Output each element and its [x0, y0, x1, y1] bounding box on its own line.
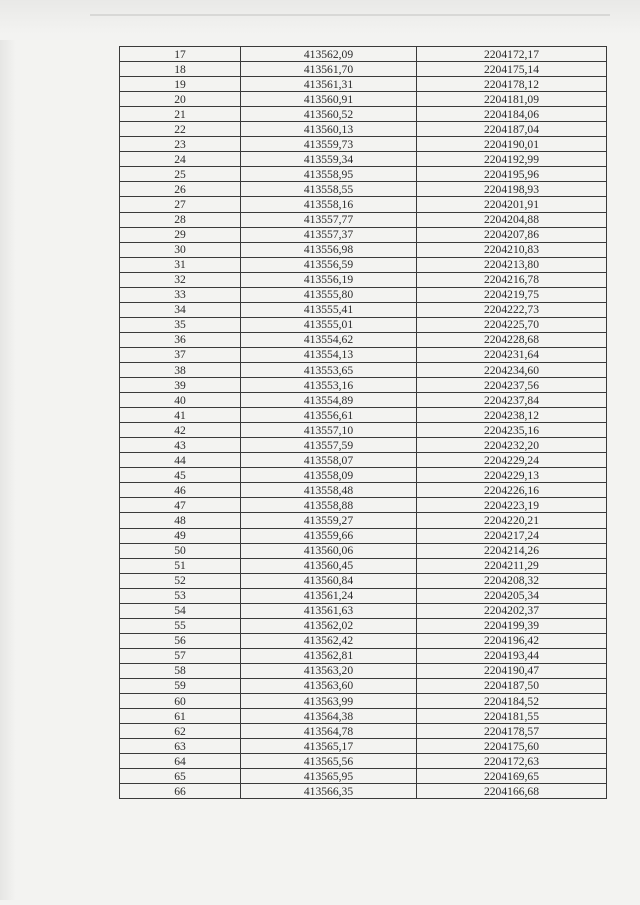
point-number-cell: 31	[120, 257, 241, 272]
point-number-cell: 48	[120, 513, 241, 528]
point-number-cell: 17	[120, 47, 241, 62]
x-coordinate-cell: 413560,13	[241, 122, 417, 137]
table-row	[120, 648, 607, 663]
x-coordinate-cell: 413561,24	[241, 588, 417, 603]
coordinates-table	[119, 46, 607, 799]
y-coordinate-cell: 2204219,75	[417, 287, 607, 302]
table-row	[120, 152, 607, 167]
table-row	[120, 362, 607, 377]
table-row	[120, 784, 607, 799]
point-number-cell: 42	[120, 423, 241, 438]
y-coordinate-cell: 2204204,88	[417, 212, 607, 227]
table-row	[120, 122, 607, 137]
x-coordinate-cell: 413560,84	[241, 573, 417, 588]
point-number-cell: 34	[120, 302, 241, 317]
table-row	[120, 197, 607, 212]
x-coordinate-cell: 413556,98	[241, 242, 417, 257]
x-coordinate-cell: 413559,66	[241, 528, 417, 543]
y-coordinate-cell: 2204202,37	[417, 603, 607, 618]
y-coordinate-cell: 2204178,12	[417, 77, 607, 92]
point-number-cell: 57	[120, 648, 241, 663]
x-coordinate-cell: 413553,65	[241, 362, 417, 377]
y-coordinate-cell: 2204234,60	[417, 362, 607, 377]
table-row	[120, 272, 607, 287]
point-number-cell: 44	[120, 453, 241, 468]
point-number-cell: 56	[120, 633, 241, 648]
y-coordinate-cell: 2204192,99	[417, 152, 607, 167]
table-row	[120, 694, 607, 709]
y-coordinate-cell: 2204201,91	[417, 197, 607, 212]
y-coordinate-cell: 2204181,09	[417, 92, 607, 107]
point-number-cell: 35	[120, 317, 241, 332]
table-row	[120, 468, 607, 483]
y-coordinate-cell: 2204238,12	[417, 408, 607, 423]
x-coordinate-cell: 413566,35	[241, 784, 417, 799]
coordinates-table-body	[120, 47, 607, 799]
y-coordinate-cell: 2204190,47	[417, 663, 607, 678]
table-row	[120, 498, 607, 513]
table-row	[120, 678, 607, 693]
table-row	[120, 287, 607, 302]
point-number-cell: 59	[120, 678, 241, 693]
table-row	[120, 588, 607, 603]
point-number-cell: 30	[120, 242, 241, 257]
table-row	[120, 754, 607, 769]
y-coordinate-cell: 2204214,26	[417, 543, 607, 558]
point-number-cell: 27	[120, 197, 241, 212]
x-coordinate-cell: 413563,99	[241, 694, 417, 709]
table-row	[120, 483, 607, 498]
y-coordinate-cell: 2204223,19	[417, 498, 607, 513]
table-row	[120, 62, 607, 77]
y-coordinate-cell: 2204235,16	[417, 423, 607, 438]
table-row	[120, 453, 607, 468]
table-row	[120, 724, 607, 739]
y-coordinate-cell: 2204208,32	[417, 573, 607, 588]
table-row	[120, 423, 607, 438]
y-coordinate-cell: 2204196,42	[417, 633, 607, 648]
table-row	[120, 347, 607, 362]
x-coordinate-cell: 413554,62	[241, 332, 417, 347]
point-number-cell: 45	[120, 468, 241, 483]
x-coordinate-cell: 413559,73	[241, 137, 417, 152]
x-coordinate-cell: 413563,20	[241, 663, 417, 678]
point-number-cell: 60	[120, 694, 241, 709]
point-number-cell: 61	[120, 709, 241, 724]
point-number-cell: 19	[120, 77, 241, 92]
x-coordinate-cell: 413558,07	[241, 453, 417, 468]
y-coordinate-cell: 2204237,84	[417, 393, 607, 408]
point-number-cell: 64	[120, 754, 241, 769]
y-coordinate-cell: 2204205,34	[417, 588, 607, 603]
scan-top-margin	[0, 0, 640, 34]
x-coordinate-cell: 413559,34	[241, 152, 417, 167]
y-coordinate-cell: 2204232,20	[417, 438, 607, 453]
point-number-cell: 28	[120, 212, 241, 227]
table-row	[120, 543, 607, 558]
point-number-cell: 36	[120, 332, 241, 347]
x-coordinate-cell: 413561,70	[241, 62, 417, 77]
y-coordinate-cell: 2204193,44	[417, 648, 607, 663]
table-row	[120, 77, 607, 92]
table-row	[120, 438, 607, 453]
x-coordinate-cell: 413565,17	[241, 739, 417, 754]
y-coordinate-cell: 2204213,80	[417, 257, 607, 272]
table-row	[120, 633, 607, 648]
x-coordinate-cell: 413562,09	[241, 47, 417, 62]
point-number-cell: 63	[120, 739, 241, 754]
y-coordinate-cell: 2204195,96	[417, 167, 607, 182]
x-coordinate-cell: 413558,88	[241, 498, 417, 513]
x-coordinate-cell: 413556,59	[241, 257, 417, 272]
x-coordinate-cell: 413558,16	[241, 197, 417, 212]
point-number-cell: 53	[120, 588, 241, 603]
x-coordinate-cell: 413555,80	[241, 287, 417, 302]
point-number-cell: 46	[120, 483, 241, 498]
x-coordinate-cell: 413560,45	[241, 558, 417, 573]
x-coordinate-cell: 413557,77	[241, 212, 417, 227]
y-coordinate-cell: 2204226,16	[417, 483, 607, 498]
point-number-cell: 21	[120, 107, 241, 122]
x-coordinate-cell: 413565,56	[241, 754, 417, 769]
y-coordinate-cell: 2204207,86	[417, 227, 607, 242]
table-row	[120, 618, 607, 633]
y-coordinate-cell: 2204187,04	[417, 122, 607, 137]
y-coordinate-cell: 2204198,93	[417, 182, 607, 197]
x-coordinate-cell: 413554,13	[241, 347, 417, 362]
table-row	[120, 227, 607, 242]
y-coordinate-cell: 2204199,39	[417, 618, 607, 633]
x-coordinate-cell: 413559,27	[241, 513, 417, 528]
table-row	[120, 257, 607, 272]
x-coordinate-cell: 413564,38	[241, 709, 417, 724]
x-coordinate-cell: 413557,37	[241, 227, 417, 242]
y-coordinate-cell: 2204231,64	[417, 347, 607, 362]
y-coordinate-cell: 2204172,17	[417, 47, 607, 62]
point-number-cell: 32	[120, 272, 241, 287]
point-number-cell: 50	[120, 543, 241, 558]
point-number-cell: 33	[120, 287, 241, 302]
point-number-cell: 29	[120, 227, 241, 242]
y-coordinate-cell: 2204216,78	[417, 272, 607, 287]
table-row	[120, 378, 607, 393]
x-coordinate-cell: 413554,89	[241, 393, 417, 408]
table-row	[120, 242, 607, 257]
x-coordinate-cell: 413565,95	[241, 769, 417, 784]
x-coordinate-cell: 413556,19	[241, 272, 417, 287]
x-coordinate-cell: 413557,10	[241, 423, 417, 438]
table-row	[120, 302, 607, 317]
y-coordinate-cell: 2204229,13	[417, 468, 607, 483]
table-row	[120, 663, 607, 678]
x-coordinate-cell: 413562,81	[241, 648, 417, 663]
table-row	[120, 393, 607, 408]
table-row	[120, 182, 607, 197]
y-coordinate-cell: 2204229,24	[417, 453, 607, 468]
point-number-cell: 39	[120, 378, 241, 393]
y-coordinate-cell: 2204166,68	[417, 784, 607, 799]
table-row	[120, 739, 607, 754]
x-coordinate-cell: 413558,95	[241, 167, 417, 182]
y-coordinate-cell: 2204211,29	[417, 558, 607, 573]
y-coordinate-cell: 2204225,70	[417, 317, 607, 332]
point-number-cell: 43	[120, 438, 241, 453]
point-number-cell: 47	[120, 498, 241, 513]
x-coordinate-cell: 413564,78	[241, 724, 417, 739]
x-coordinate-cell: 413562,42	[241, 633, 417, 648]
table-row	[120, 558, 607, 573]
table-row	[120, 212, 607, 227]
y-coordinate-cell: 2204210,83	[417, 242, 607, 257]
y-coordinate-cell: 2204175,14	[417, 62, 607, 77]
y-coordinate-cell: 2204217,24	[417, 528, 607, 543]
point-number-cell: 25	[120, 167, 241, 182]
y-coordinate-cell: 2204187,50	[417, 678, 607, 693]
point-number-cell: 62	[120, 724, 241, 739]
y-coordinate-cell: 2204181,55	[417, 709, 607, 724]
y-coordinate-cell: 2204237,56	[417, 378, 607, 393]
point-number-cell: 41	[120, 408, 241, 423]
point-number-cell: 18	[120, 62, 241, 77]
x-coordinate-cell: 413556,61	[241, 408, 417, 423]
x-coordinate-cell: 413555,01	[241, 317, 417, 332]
scan-left-edge	[0, 40, 16, 900]
point-number-cell: 66	[120, 784, 241, 799]
point-number-cell: 51	[120, 558, 241, 573]
point-number-cell: 52	[120, 573, 241, 588]
x-coordinate-cell: 413557,59	[241, 438, 417, 453]
y-coordinate-cell: 2204184,06	[417, 107, 607, 122]
x-coordinate-cell: 413558,48	[241, 483, 417, 498]
table-row	[120, 528, 607, 543]
x-coordinate-cell: 413561,63	[241, 603, 417, 618]
table-row	[120, 92, 607, 107]
table-row	[120, 769, 607, 784]
point-number-cell: 20	[120, 92, 241, 107]
x-coordinate-cell: 413558,09	[241, 468, 417, 483]
table-row	[120, 603, 607, 618]
point-number-cell: 38	[120, 362, 241, 377]
point-number-cell: 58	[120, 663, 241, 678]
y-coordinate-cell: 2204172,63	[417, 754, 607, 769]
y-coordinate-cell: 2204184,52	[417, 694, 607, 709]
x-coordinate-cell: 413558,55	[241, 182, 417, 197]
y-coordinate-cell: 2204220,21	[417, 513, 607, 528]
y-coordinate-cell: 2204222,73	[417, 302, 607, 317]
x-coordinate-cell: 413560,06	[241, 543, 417, 558]
point-number-cell: 22	[120, 122, 241, 137]
point-number-cell: 49	[120, 528, 241, 543]
y-coordinate-cell: 2204228,68	[417, 332, 607, 347]
scan-artifact	[90, 14, 610, 16]
point-number-cell: 26	[120, 182, 241, 197]
point-number-cell: 65	[120, 769, 241, 784]
y-coordinate-cell: 2204169,65	[417, 769, 607, 784]
y-coordinate-cell: 2204175,60	[417, 739, 607, 754]
x-coordinate-cell: 413561,31	[241, 77, 417, 92]
table-row	[120, 573, 607, 588]
table-row	[120, 317, 607, 332]
y-coordinate-cell: 2204178,57	[417, 724, 607, 739]
table-row	[120, 167, 607, 182]
table-row	[120, 47, 607, 62]
point-number-cell: 23	[120, 137, 241, 152]
table-row	[120, 107, 607, 122]
table-row	[120, 137, 607, 152]
table-row	[120, 513, 607, 528]
point-number-cell: 40	[120, 393, 241, 408]
x-coordinate-cell: 413562,02	[241, 618, 417, 633]
table-row	[120, 332, 607, 347]
x-coordinate-cell: 413560,91	[241, 92, 417, 107]
x-coordinate-cell: 413555,41	[241, 302, 417, 317]
x-coordinate-cell: 413563,60	[241, 678, 417, 693]
point-number-cell: 54	[120, 603, 241, 618]
x-coordinate-cell: 413560,52	[241, 107, 417, 122]
point-number-cell: 37	[120, 347, 241, 362]
point-number-cell: 55	[120, 618, 241, 633]
table-row	[120, 408, 607, 423]
table-row	[120, 709, 607, 724]
point-number-cell: 24	[120, 152, 241, 167]
y-coordinate-cell: 2204190,01	[417, 137, 607, 152]
x-coordinate-cell: 413553,16	[241, 378, 417, 393]
